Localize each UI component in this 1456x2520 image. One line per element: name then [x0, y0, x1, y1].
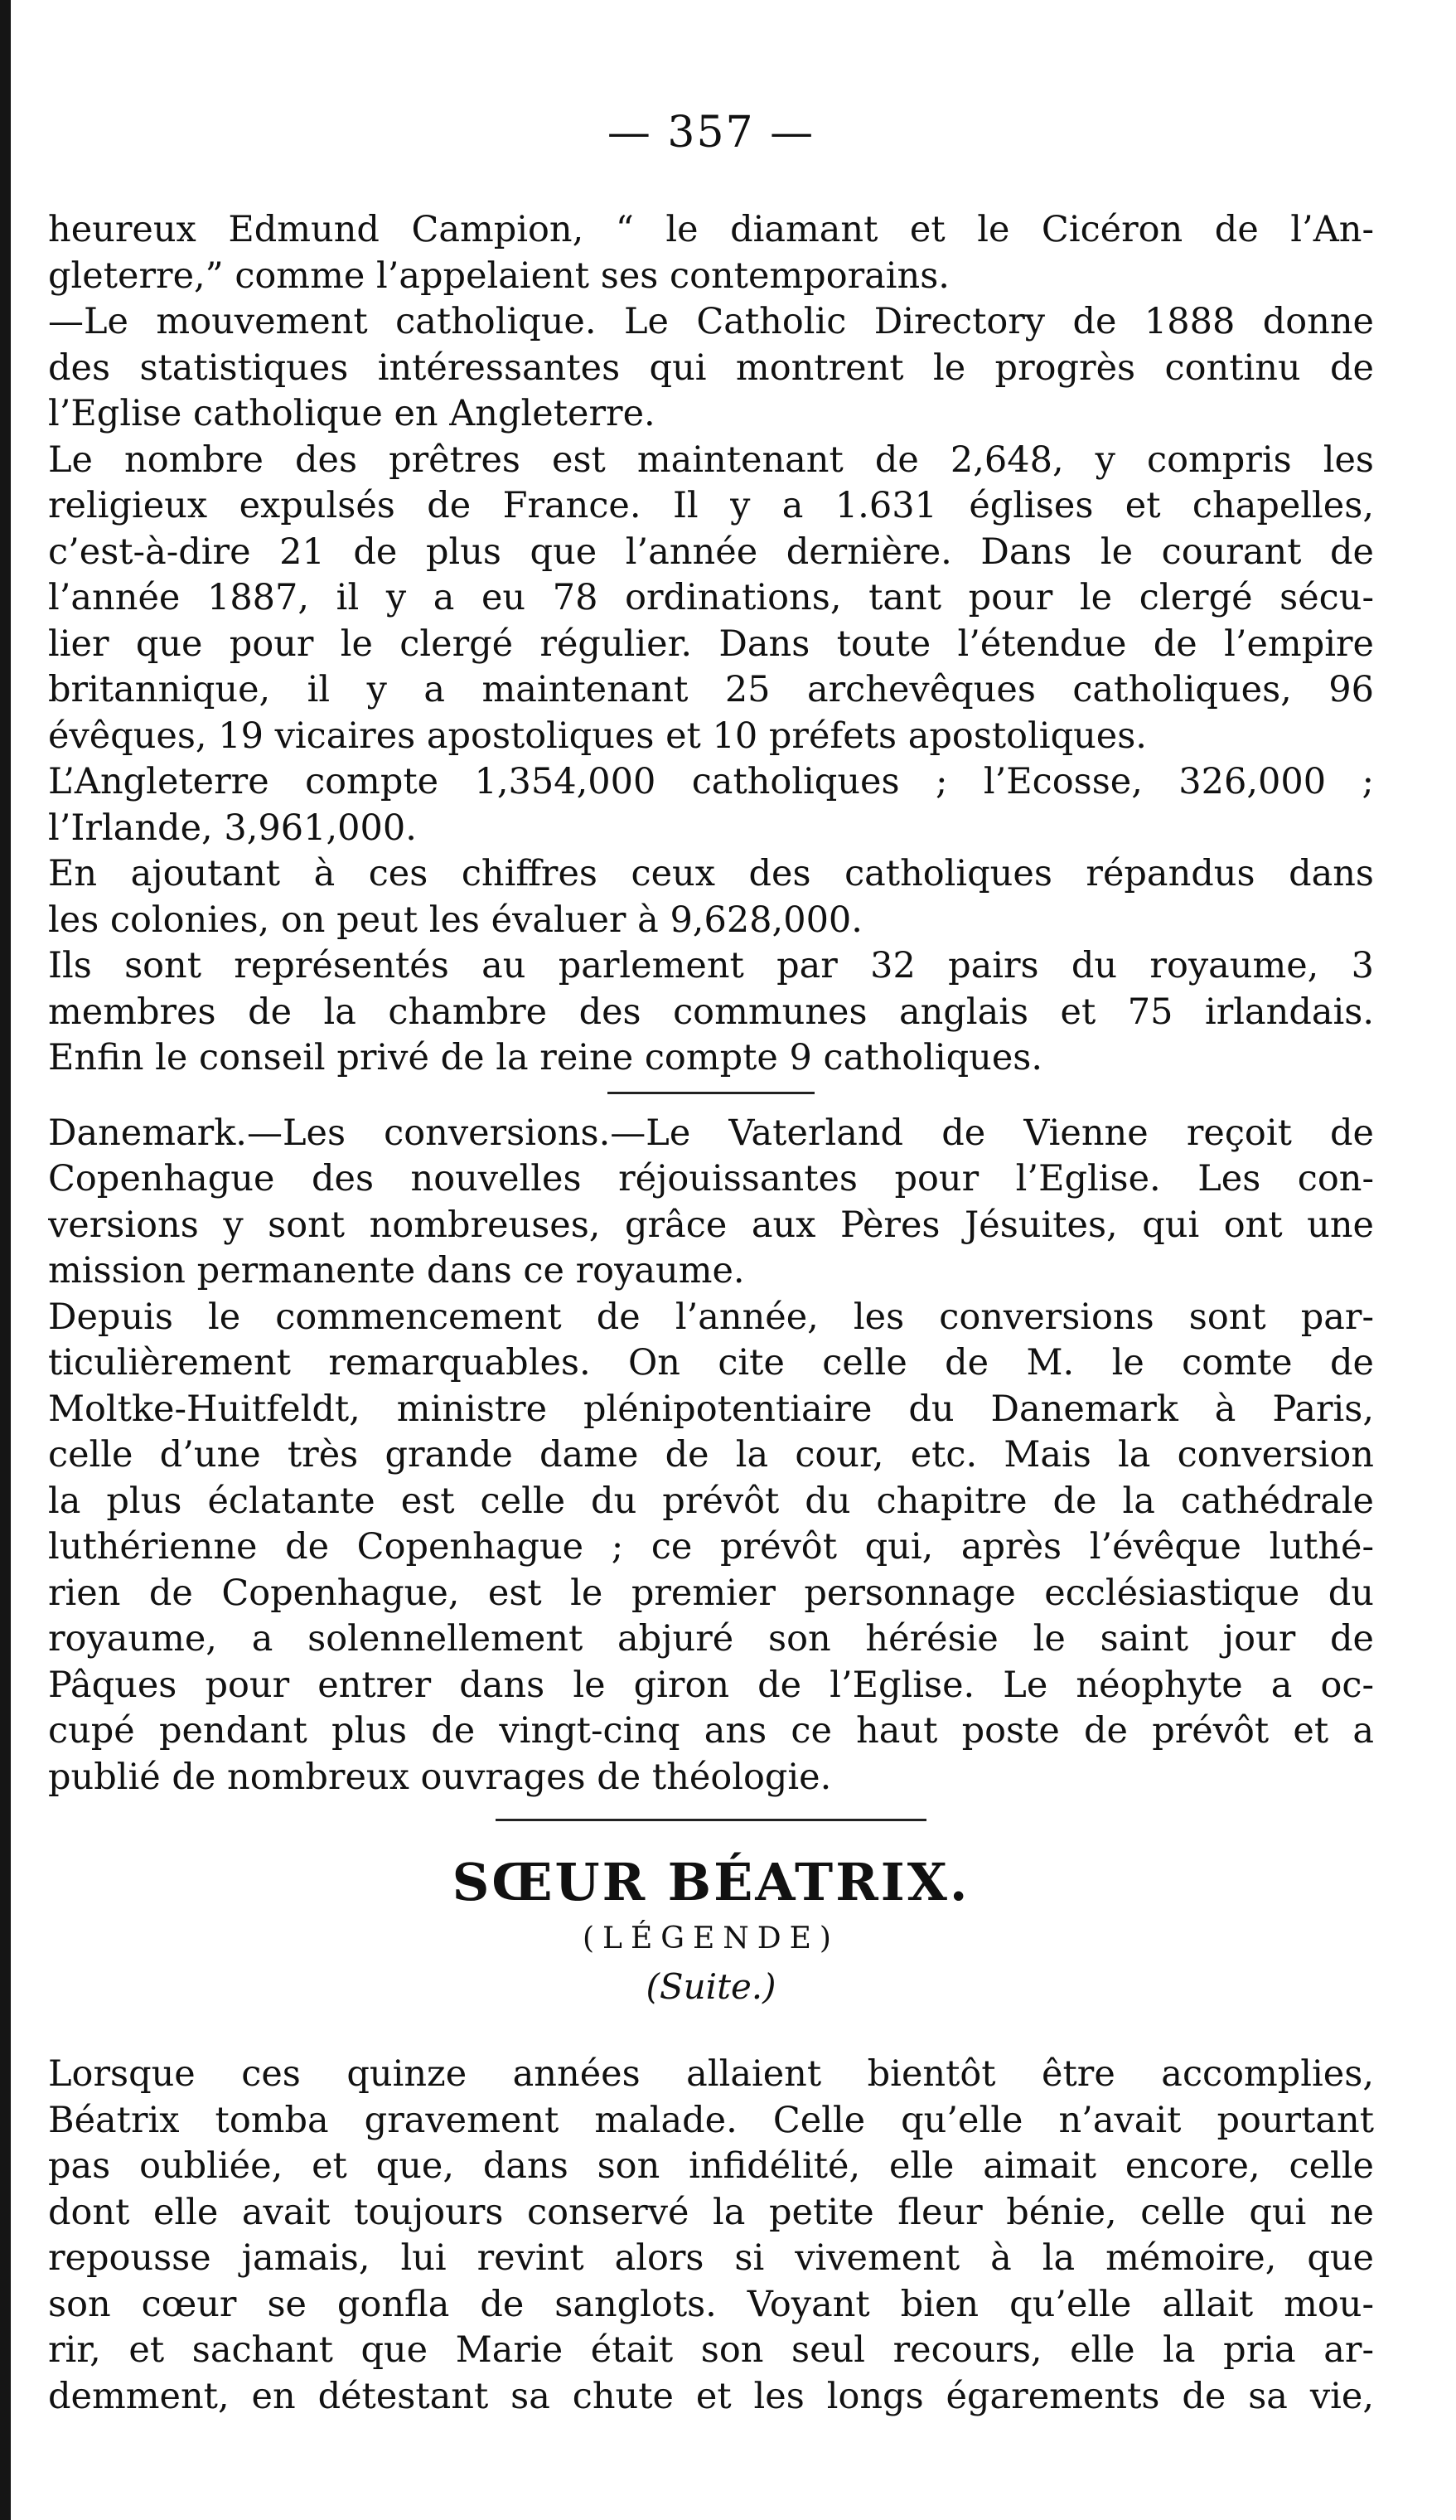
text-line: dont elle avait toujours conservé la petite fleur bénie, celle qui ne [48, 2191, 1374, 2233]
story-continued-label: (Suite.) [646, 1966, 776, 2007]
text-line: rir, et sachant que Marie était son seul recours, elle la pria ar- [48, 2329, 1374, 2371]
text-line: Ils sont représentés au parlement par 32 pairs du royaume, 3 [48, 945, 1374, 986]
text-line: religieux expulsés de France. Il y a 1.631 églises et chapelles, [48, 485, 1374, 526]
text-line: publié de nombreux ouvrages de théologie. [48, 1756, 832, 1798]
text-line: ticulièrement remarquables. On cite celle de M. le comte de [48, 1342, 1374, 1384]
danemark-section [48, 1111, 1374, 1801]
text-line: Copenhague des nouvelles réjouissantes pour l’Eglise. Les con- [48, 1158, 1374, 1199]
text-line: pas oubliée, et que, dans son infidélité, elle aimait encore, celle [48, 2145, 1374, 2187]
text-line: évêques, 19 vicaires apostoliques et 10 préfets apostoliques. [48, 715, 1147, 757]
story-text [48, 2052, 1374, 2420]
text-line: gleterre,” comme l’appelaient ses contemporains. [48, 254, 950, 297]
text-line: cupé pendant plus de vingt-cinq ans ce haut poste de prévôt et a [48, 1710, 1374, 1752]
text-line: l’année 1887, il y a eu 78 ordinations, tant pour le clergé sécu- [48, 577, 1374, 618]
text-line: celle d’une très grande dame de la cour, etc. Mais la conversion [48, 1434, 1374, 1476]
text-line: lier que pour le clergé régulier. Dans toute l’étendue de l’empire [48, 623, 1374, 665]
text-line: Enfin le conseil privé de la reine compte 9 catholiques. [48, 1037, 1043, 1078]
text-line: Pâques pour entrer dans le giron de l’Eglise. Le néophyte a oc- [48, 1664, 1374, 1706]
text-line: luthérienne de Copenhague ; ce prévôt qui, après l’évêque luthé- [48, 1526, 1374, 1568]
text-line: Depuis le commencement de l’année, les conversions sont par- [48, 1296, 1374, 1338]
catholic-movement-section [48, 207, 1374, 1082]
story-subtitle: (LÉGENDE) [583, 1922, 839, 1955]
text-line: En ajoutant à ces chiffres ceux des catholiques répandus dans [48, 853, 1374, 894]
text-line: Lorsque ces quinze années allaient bientôt être accomplies, [48, 2053, 1374, 2095]
text-line: Moltke-Huitfeldt, ministre plénipotentiaire du Danemark à Paris, [48, 1388, 1374, 1430]
text-line: Le nombre des prêtres est maintenant de 2,648, y compris les [48, 439, 1374, 481]
page-body [48, 207, 1374, 2420]
text-line: royaume, a solennellement abjuré son hérésie le saint jour de [48, 1618, 1374, 1660]
text-line: rien de Copenhague, est le premier personnage ecclésiastique du [48, 1572, 1374, 1614]
text-line: l’Eglise catholique en Angleterre. [48, 393, 655, 434]
text-line: —Le mouvement catholique. Le Catholic Directory de 1888 donne [48, 301, 1374, 342]
text-line: Danemark.—Les conversions.—Le Vaterland de Vienne reçoit de [48, 1112, 1374, 1154]
text-line: heureux Edmund Campion, “ le diamant et le Cicéron de l’An- [48, 209, 1374, 250]
text-line: la plus éclatante est celle du prévôt du chapitre de la cathédrale [48, 1480, 1374, 1522]
text-line: L’Angleterre compte 1,354,000 catholiques ; l’Ecosse, 326,000 ; [48, 761, 1374, 802]
text-line: l’Irlande, 3,961,000. [48, 807, 417, 849]
text-line: mission permanente dans ce royaume. [48, 1250, 745, 1292]
text-line: repousse jamais, lui revint alors si vivement à la mémoire, que [48, 2237, 1374, 2279]
text-line: des statistiques intéressantes qui montrent le progrès continu de [48, 346, 1374, 389]
text-line: membres de la chambre des communes anglais et 75 irlandais. [48, 991, 1374, 1033]
text-line: Béatrix tomba gravement malade. Celle qu’elle n’avait pourtant [48, 2099, 1374, 2141]
page-edge-shadow [0, 0, 11, 2520]
text-line: versions y sont nombreuses, grâce aux Pères Jésuites, qui ont une [48, 1204, 1374, 1246]
text-line: demment, en détestant sa chute et les longs égarements de sa vie, [48, 2375, 1374, 2417]
text-line: son cœur se gonfla de sanglots. Voyant bien qu’elle allait mou- [48, 2283, 1374, 2325]
text-line: les colonies, on peut les évaluer à 9,628,000. [48, 899, 863, 941]
text-line: c’est-à-dire 21 de plus que l’année dernière. Dans le courant de [48, 531, 1374, 573]
text-line: britannique, il y a maintenant 25 archevêques catholiques, 96 [48, 669, 1374, 710]
book-page [48, 0, 1374, 2520]
page-number: — 357 — [607, 108, 815, 158]
story-title: SŒUR BÉATRIX. [452, 1852, 970, 1912]
story-divider [496, 1819, 926, 1821]
section-divider [607, 1092, 815, 1094]
